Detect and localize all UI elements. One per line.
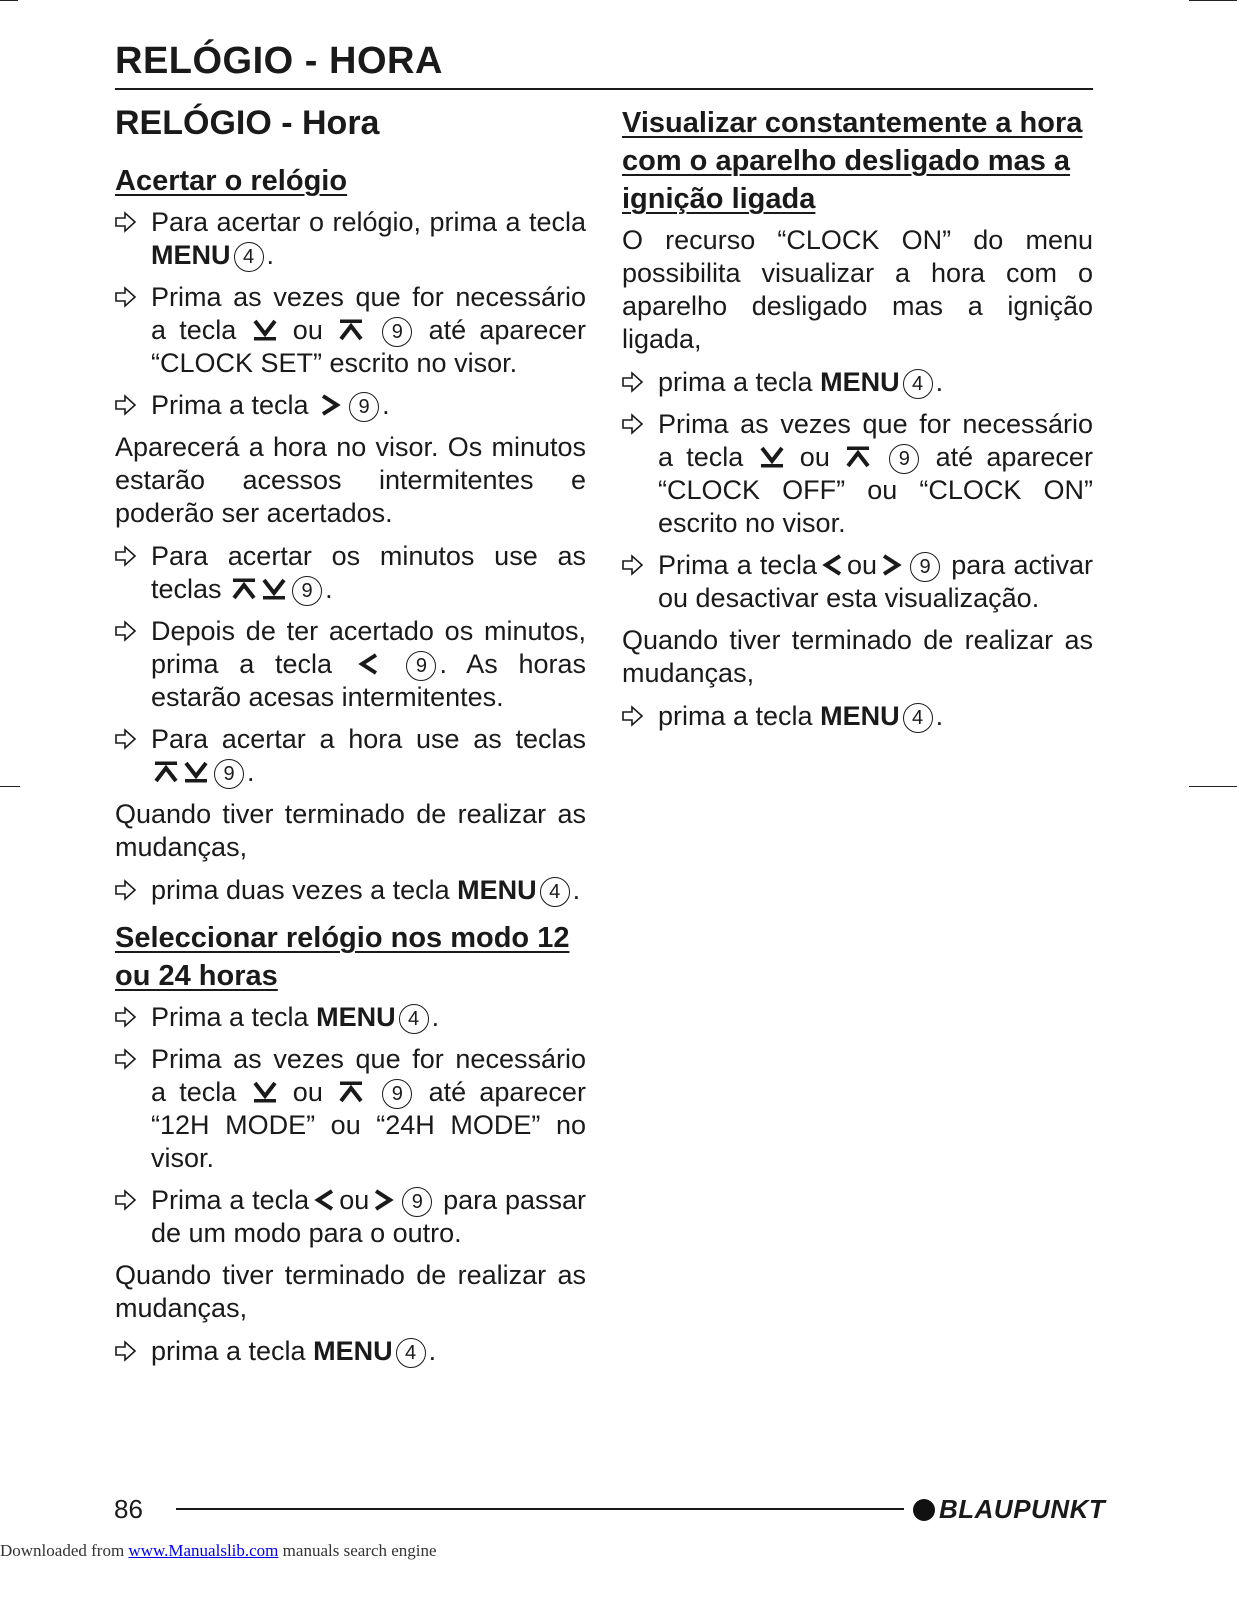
crop-mark [1189,786,1237,787]
hollow-arrow-right-icon [115,877,137,903]
key-number-badge: 9 [382,1079,412,1109]
step: Prima a tecla MENU 4 . [115,1001,586,1034]
hollow-arrow-right-icon [115,543,137,569]
left-key-icon [311,1188,337,1212]
key-number-badge: 4 [903,703,933,733]
down-key-icon [261,577,287,601]
key-number-badge: 4 [540,877,570,907]
paragraph: Aparecerá a hora no visor. Os minutos estarão acessos intermitentes e poderão ser acertados. [115,432,586,528]
paragraph: O recurso “CLOCK ON” do menu possibilita visualizar a hora com o aparelho desligado mas a ignição ligada, [622,225,1093,354]
brand-name: BLAUPUNKT [939,1494,1106,1524]
step: Para acertar o relógio, prima a tecla MENU 4 . [115,206,586,272]
step: Prima a tecla ou 9 para passar de um modo para o outro. [115,1184,586,1250]
hollow-arrow-right-icon [115,209,137,235]
right-key-icon [318,393,344,417]
key-number-badge: 9 [910,552,940,582]
crop-mark [0,786,20,787]
down-key-icon [252,1080,278,1104]
key-number-badge: 9 [349,392,379,422]
up-key-icon [338,1080,364,1104]
key-number-badge: 9 [889,444,919,474]
download-note: Downloaded from www.Manualslib.com manuals search engine [0,1541,437,1560]
page-title: RELÓGIO - HORA [115,40,443,82]
step: Depois de ter acertado os minutos, prima a tecla 9 . As horas estarão acesas intermitentes. [115,615,586,714]
hollow-arrow-right-icon [115,1187,137,1213]
step: Prima a tecla ou 9 para activar ou desactivar esta visualização. [622,549,1093,615]
brand-logo [913,1494,1105,1525]
up-key-icon [338,318,364,342]
hollow-arrow-right-icon [115,726,137,752]
right-column [622,104,1093,742]
menu-key-label: MENU [313,1336,393,1366]
step: Prima a tecla 9 . [115,389,586,422]
step: Para acertar os minutos use as teclas 9 . [115,540,586,606]
subheading-constant-display: Visualizar constantemente a hora com o aparelho desligado mas a ignição ligada [622,107,1083,215]
step: prima a tecla MENU 4 . [622,366,1093,399]
hollow-arrow-right-icon [115,392,137,418]
step: prima a tecla MENU 4 . [622,700,1093,733]
left-column [115,102,586,1377]
key-number-badge: 9 [402,1187,432,1217]
step: Prima as vezes que for necessário a tecla ou 9 até aparecer “CLOCK SET” escrito no visor. [115,281,586,380]
key-number-badge: 4 [399,1004,429,1034]
hollow-arrow-right-icon [115,1046,137,1072]
step: prima duas vezes a tecla MENU 4 . [115,874,586,907]
down-key-icon [759,445,785,469]
footer-rule [176,1508,904,1510]
menu-key-label: MENU [820,367,900,397]
up-key-icon [231,577,257,601]
hollow-arrow-right-icon [622,369,644,395]
key-number-badge: 9 [406,651,436,681]
hollow-arrow-right-icon [622,703,644,729]
right-key-icon [879,553,905,577]
down-key-icon [252,318,278,342]
up-key-icon [845,445,871,469]
brand-dot-icon [913,1499,935,1521]
section-heading: RELÓGIO - Hora [115,104,380,142]
page-number: 86 [114,1494,143,1524]
step: Para acertar a hora use as teclas 9 . [115,723,586,789]
left-key-icon [819,553,845,577]
crop-mark [1189,0,1237,1]
menu-key-label: MENU [151,240,231,270]
step: Prima as vezes que for necessário a tecla ou 9 até aparecer “12H MODE” ou “24H MODE” no visor. [115,1043,586,1175]
key-number-badge: 9 [382,317,412,347]
hollow-arrow-right-icon [115,284,137,310]
page-header [115,40,1093,90]
paragraph: Quando tiver terminado de realizar as mudanças, [115,1260,586,1323]
down-key-icon [183,760,209,784]
subheading-12-24-mode: Seleccionar relógio nos modo 12 ou 24 horas [115,922,570,992]
menu-key-label: MENU [316,1002,396,1032]
key-number-badge: 9 [214,759,244,789]
left-key-icon [355,652,381,676]
crop-mark [0,0,18,1]
menu-key-label: MENU [820,701,900,731]
step: Prima as vezes que for necessário a tecla ou 9 até aparecer “CLOCK OFF” ou “CLOCK ON” escrito no visor. [622,408,1093,540]
key-number-badge: 4 [396,1338,426,1368]
paragraph: Quando tiver terminado de realizar as mudanças, [115,799,586,862]
up-key-icon [153,760,179,784]
step: prima a tecla MENU 4 . [115,1335,586,1368]
manualslib-link[interactable]: www.Manualslib.com [128,1541,279,1560]
key-number-badge: 4 [234,242,264,272]
hollow-arrow-right-icon [622,411,644,437]
hollow-arrow-right-icon [622,552,644,578]
hollow-arrow-right-icon [115,1338,137,1364]
paragraph: Quando tiver terminado de realizar as mudanças, [622,625,1093,688]
key-number-badge: 4 [903,369,933,399]
menu-key-label: MENU [457,875,537,905]
right-key-icon [371,1188,397,1212]
hollow-arrow-right-icon [115,1004,137,1030]
hollow-arrow-right-icon [115,618,137,644]
key-number-badge: 9 [292,576,322,606]
subheading-set-clock: Acertar o relógio [115,165,348,197]
